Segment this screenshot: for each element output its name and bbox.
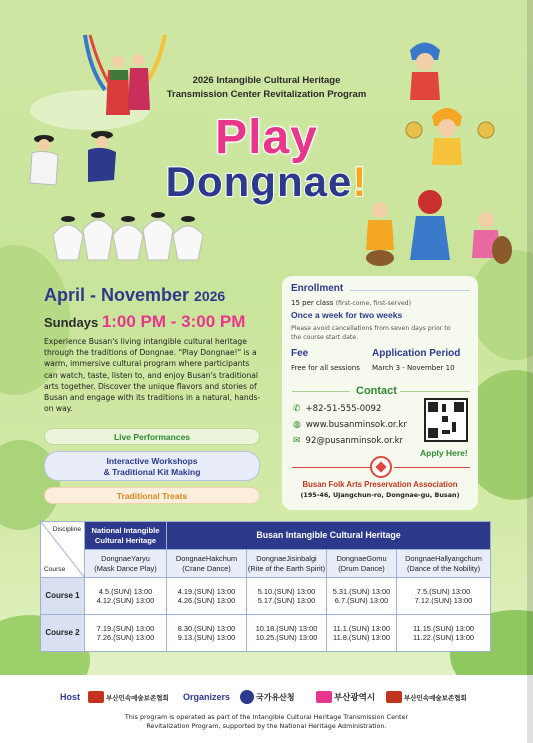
organization-name: Busan Folk Arts Preservation Association — [302, 480, 458, 489]
program-subtitle — [0, 74, 533, 102]
session-date: 4.19.(SUN) 13:00 — [177, 586, 236, 596]
busan-logo — [316, 688, 375, 706]
session-cell — [247, 578, 327, 615]
heritage-logo — [240, 688, 295, 706]
session-date: 5.10.(SUN) 13:00 — [257, 586, 316, 596]
qr-module — [442, 404, 446, 412]
divider — [400, 391, 470, 392]
phone-icon: ✆ — [293, 404, 301, 414]
program-name: DongnaeYaryu — [101, 554, 150, 564]
qr-module — [442, 416, 448, 422]
intro-paragraph: Experience Busan's living intangible cultural heritage through the traditions of Dongnae. "Play Dongnae!" is a warm, immersive cultural program where participants can watch, taste, listen to, and enjoy Busan's traditional arts together. Discover the unique flavors and stories of Busan and engage with its traditions in a natural, hands-on way. — [44, 337, 261, 414]
apply-here-label[interactable]: Apply Here! — [420, 448, 468, 458]
session-date: 5.31.(SUN) 13:00 — [332, 586, 391, 596]
cancel-note-line: Please avoid cancellations from seven days prior to — [291, 325, 451, 332]
event-dates — [44, 285, 225, 306]
divider — [292, 467, 370, 468]
association-logo — [386, 688, 467, 706]
contact-website[interactable] — [293, 420, 407, 430]
session-date: 7.19.(SUN) 13:00 — [96, 623, 155, 633]
session-date: 11.22.(SUN) 13:00 — [412, 633, 475, 642]
program-desc: (Rite of the Earth Spirit) — [247, 563, 326, 573]
mail-icon: ✉ — [293, 436, 301, 446]
session-date: 7.12.(SUN) 13:00 — [414, 596, 473, 605]
feature-workshops — [44, 451, 260, 481]
association-logo-icon — [386, 691, 402, 703]
session-date: 11.8.(SUN) 13:00 — [333, 633, 390, 642]
program-row — [41, 550, 491, 578]
session-date: 9.13.(SUN) 13:00 — [177, 633, 236, 642]
fee-value: Free for all sessions — [291, 364, 360, 372]
fee-heading: Fee — [291, 348, 309, 359]
session-cell — [397, 578, 491, 615]
busan-logo-icon — [316, 691, 332, 703]
enrollment-count-text: 15 per class — [291, 299, 334, 307]
page-edge — [527, 0, 533, 743]
period-heading: Application Period — [372, 348, 461, 359]
program-cell — [167, 550, 247, 578]
header-line: Cultural Heritage — [94, 535, 157, 545]
session-date: 4.12.(SUN) 13:00 — [96, 596, 155, 605]
qr-module — [452, 422, 456, 432]
subtitle-line: 2026 Intangible Cultural Heritage — [192, 75, 341, 86]
corner-discipline: Discipline — [52, 526, 81, 533]
footer-note-line: This program is operated as part of the Intangible Cultural Heritage Transmission Center — [124, 713, 409, 721]
table-row — [41, 578, 491, 615]
footer-note — [0, 713, 533, 730]
association-logo-text: 부산민속예술보존협회 — [404, 693, 467, 702]
program-desc: (Dance of the Nobility) — [406, 563, 481, 573]
qr-module — [428, 428, 438, 438]
event-year: 2026 — [194, 288, 226, 304]
subtitle-line: Transmission Center Revitalization Program — [166, 89, 367, 100]
session-cell — [85, 578, 167, 615]
program-cell — [397, 550, 491, 578]
title-dongnae — [0, 158, 533, 206]
frequency: Once a week for two weeks — [291, 310, 403, 320]
qr-module — [454, 402, 464, 412]
heritage-logo-text: 국가유산청 — [256, 692, 295, 702]
organization-address: (195-46, Ujangchun-ro, Dongnae-gu, Busan) — [300, 491, 460, 499]
session-cell — [167, 578, 247, 615]
divider — [350, 290, 470, 291]
event-time: 1:00 PM - 3:00 PM — [101, 312, 246, 331]
qr-module — [442, 430, 450, 434]
feature-live-performances: Live Performances — [44, 428, 260, 445]
table-row — [41, 615, 491, 652]
qr-module — [428, 402, 438, 412]
busan-heritage-header: Busan Intangible Cultural Heritage — [167, 522, 491, 550]
session-cell — [327, 578, 397, 615]
program-cell — [247, 550, 327, 578]
course-label: Course 2 — [41, 615, 85, 652]
busan-logo-text: 부산광역시 — [334, 693, 376, 703]
host-label: Host — [60, 692, 80, 702]
host-logo-text: 부산민속예술보존협회 — [106, 693, 169, 702]
table-header-row — [41, 522, 491, 550]
host-logo — [88, 688, 169, 706]
program-cell — [85, 550, 167, 578]
title-exclaim: ! — [352, 158, 368, 205]
organizers-label: Organizers — [183, 692, 231, 702]
national-heritage-header — [85, 522, 167, 550]
period-value: March 3 - November 10 — [372, 364, 455, 372]
session-cell — [85, 615, 167, 652]
cancel-note-line: the course start date. — [291, 334, 359, 341]
footer — [0, 675, 533, 743]
feature-text: & Traditional Kit Making — [103, 467, 201, 477]
enrollment-heading: Enrollment — [291, 283, 344, 294]
globe-icon: ◍ — [293, 420, 301, 430]
program-name: DongnaeGomu — [336, 554, 387, 564]
group-dancers-illustration — [48, 205, 208, 265]
program-name: DongnaeJisinbalgi — [256, 554, 317, 564]
feature-treats: Traditional Treats — [44, 487, 260, 504]
date-range: April - November — [44, 285, 190, 305]
session-date: 6.7.(SUN) 13:00 — [334, 596, 389, 605]
enrollment-note: (first-come, first-served) — [335, 300, 412, 307]
cancel-note — [291, 324, 451, 342]
session-cell — [327, 615, 397, 652]
host-logo-icon — [88, 691, 104, 703]
session-date: 11.1.(SUN) 13:00 — [333, 623, 390, 633]
program-desc: (Drum Dance) — [338, 563, 385, 573]
title-dongnae-text: Dongnae — [165, 158, 353, 205]
session-date: 5.17.(SUN) 13:00 — [257, 596, 316, 605]
session-date: 10.25.(SUN) 13:00 — [255, 633, 318, 642]
session-date: 7.26.(SUN) 13:00 — [96, 633, 155, 642]
contact-heading: Contact — [356, 385, 397, 397]
session-cell — [397, 615, 491, 652]
session-cell — [167, 615, 247, 652]
corner-course: Course — [44, 565, 66, 573]
feature-text: Interactive Workshops — [106, 456, 198, 466]
event-times — [44, 312, 245, 332]
heritage-logo-icon — [240, 690, 254, 704]
session-date: 4.26.(SUN) 13:00 — [177, 596, 236, 605]
contact-phone[interactable] — [293, 404, 381, 414]
website-text: www.busanminsok.or.kr — [305, 420, 407, 430]
event-day: Sundays — [44, 315, 99, 330]
program-cell — [327, 550, 397, 578]
schedule-table — [40, 521, 491, 652]
phone-text: +82-51-555-0092 — [305, 404, 382, 414]
program-name: DongnaeHallyangchum — [405, 554, 482, 564]
header-line: National Intangible — [91, 526, 160, 536]
association-seal-icon — [370, 456, 392, 478]
program-desc: (Crane Dance) — [182, 563, 231, 573]
corner-cell — [41, 522, 85, 578]
footer-note-line: Revitalization Program, supported by the National Heritage Administration. — [146, 721, 387, 730]
divider — [394, 467, 470, 468]
session-date: 7.5.(SUN) 13:00 — [416, 586, 471, 596]
session-cell — [247, 615, 327, 652]
program-desc: (Mask Dance Play) — [94, 563, 157, 573]
qr-code[interactable] — [424, 398, 468, 442]
course-label: Course 1 — [41, 578, 85, 615]
session-date: 10.18.(SUN) 13:00 — [255, 623, 318, 633]
email-text: 92@pusanminsok.or.kr — [305, 436, 403, 446]
enrollment-count — [291, 298, 411, 309]
contact-email[interactable] — [293, 436, 403, 446]
program-name: DongnaeHakchum — [175, 554, 238, 564]
session-date: 11.15.(SUN) 13:00 — [412, 623, 475, 633]
session-date: 4.5.(SUN) 13:00 — [98, 586, 153, 596]
title-play: Play — [215, 111, 318, 164]
divider — [292, 391, 350, 392]
session-date: 8.30.(SUN) 13:00 — [177, 623, 236, 633]
